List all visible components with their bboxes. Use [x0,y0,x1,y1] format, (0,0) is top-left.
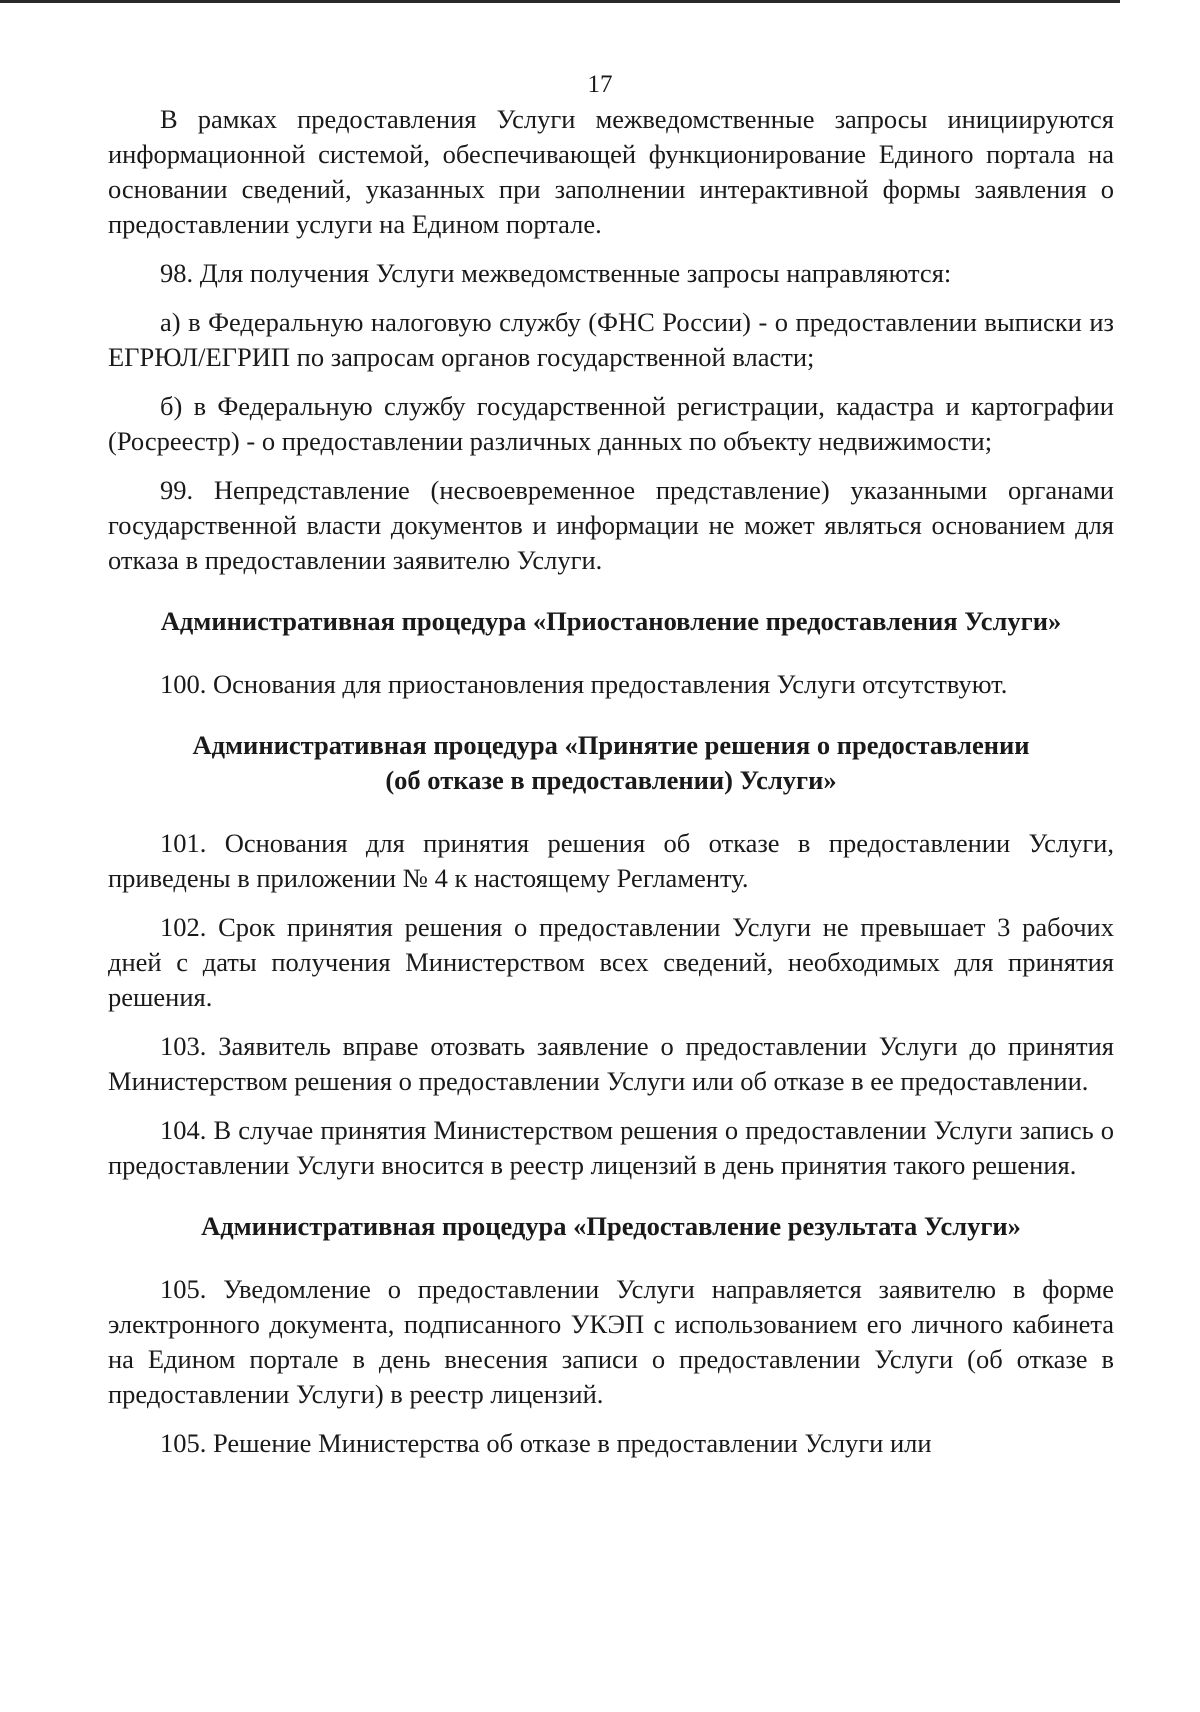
paragraph: В рамках предоставления Услуги межведомственные запросы инициируются информационной системой, обеспечивающей функционирование Единого портала на основании сведений, указанных при заполнении интерактивной формы заявления о предоставлении услуги на Едином портале. [108,104,1114,239]
paragraph: 98. Для получения Услуги межведомственные запросы направляются: [160,258,952,288]
paragraph: а) в Федеральную налоговую службу (ФНС России) - о предоставлении выписки из ЕГРЮЛ/ЕГРИП по запросам органов государственной власти; [108,307,1114,372]
section-heading-line: Административная процедура «Приостановление предоставления Услуги» [160,606,1062,636]
paragraph: б) в Федеральную службу государственной регистрации, кадастра и картографии (Росреестр) - о предоставлении различных данных по объекту недвижимости; [108,391,1114,456]
section-heading-line: Административная процедура «Предоставление результата Услуги» [201,1211,1021,1241]
page-number: 17 [587,71,613,98]
paragraph: 100. Основания для приостановления предоставления Услуги отсутствуют. [160,669,1008,699]
paragraph: 104. В случае принятия Министерством решения о предоставлении Услуги запись о предоставлении Услуги вносится в реестр лицензий в день принятия такого решения. [108,1115,1114,1180]
section-heading [108,1209,1114,1244]
paragraph: 99. Непредставление (несвоевременное представление) указанными органами государственной власти документов и информации не может являться основанием для отказа в предоставлении заявителю Услуги. [108,475,1114,575]
document-body [108,102,1114,1475]
section-heading-line: (об отказе в предоставлении) Услуги» [385,765,837,795]
paragraph: 102. Срок принятия решения о предоставлении Услуги не превышает 3 рабочих дней с даты получения Министерством всех сведений, необходимых для принятия решения. [108,912,1114,1012]
scan-top-edge [0,0,1120,3]
paragraph: 105. Решение Министерства об отказе в предоставлении Услуги или [160,1428,932,1458]
paragraph: 105. Уведомление о предоставлении Услуги направляется заявителю в форме электронного документа, подписанного УКЭП с использованием его личного кабинета на Едином портале в день внесения записи о предоставлении Услуги (об отказе в предоставлении Услуги) в реестр лицензий. [108,1274,1114,1409]
paragraph: 103. Заявитель вправе отозвать заявление о предоставлении Услуги до принятия Министерством решения о предоставлении Услуги или об отказе в ее предоставлении. [108,1031,1114,1096]
paragraph: 101. Основания для принятия решения об отказе в предоставлении Услуги, приведены в приложении № 4 к настоящему Регламенту. [108,828,1114,893]
section-heading-line: Административная процедура «Принятие решения о предоставлении [192,730,1030,760]
section-heading [108,728,1114,798]
section-heading [108,604,1114,639]
